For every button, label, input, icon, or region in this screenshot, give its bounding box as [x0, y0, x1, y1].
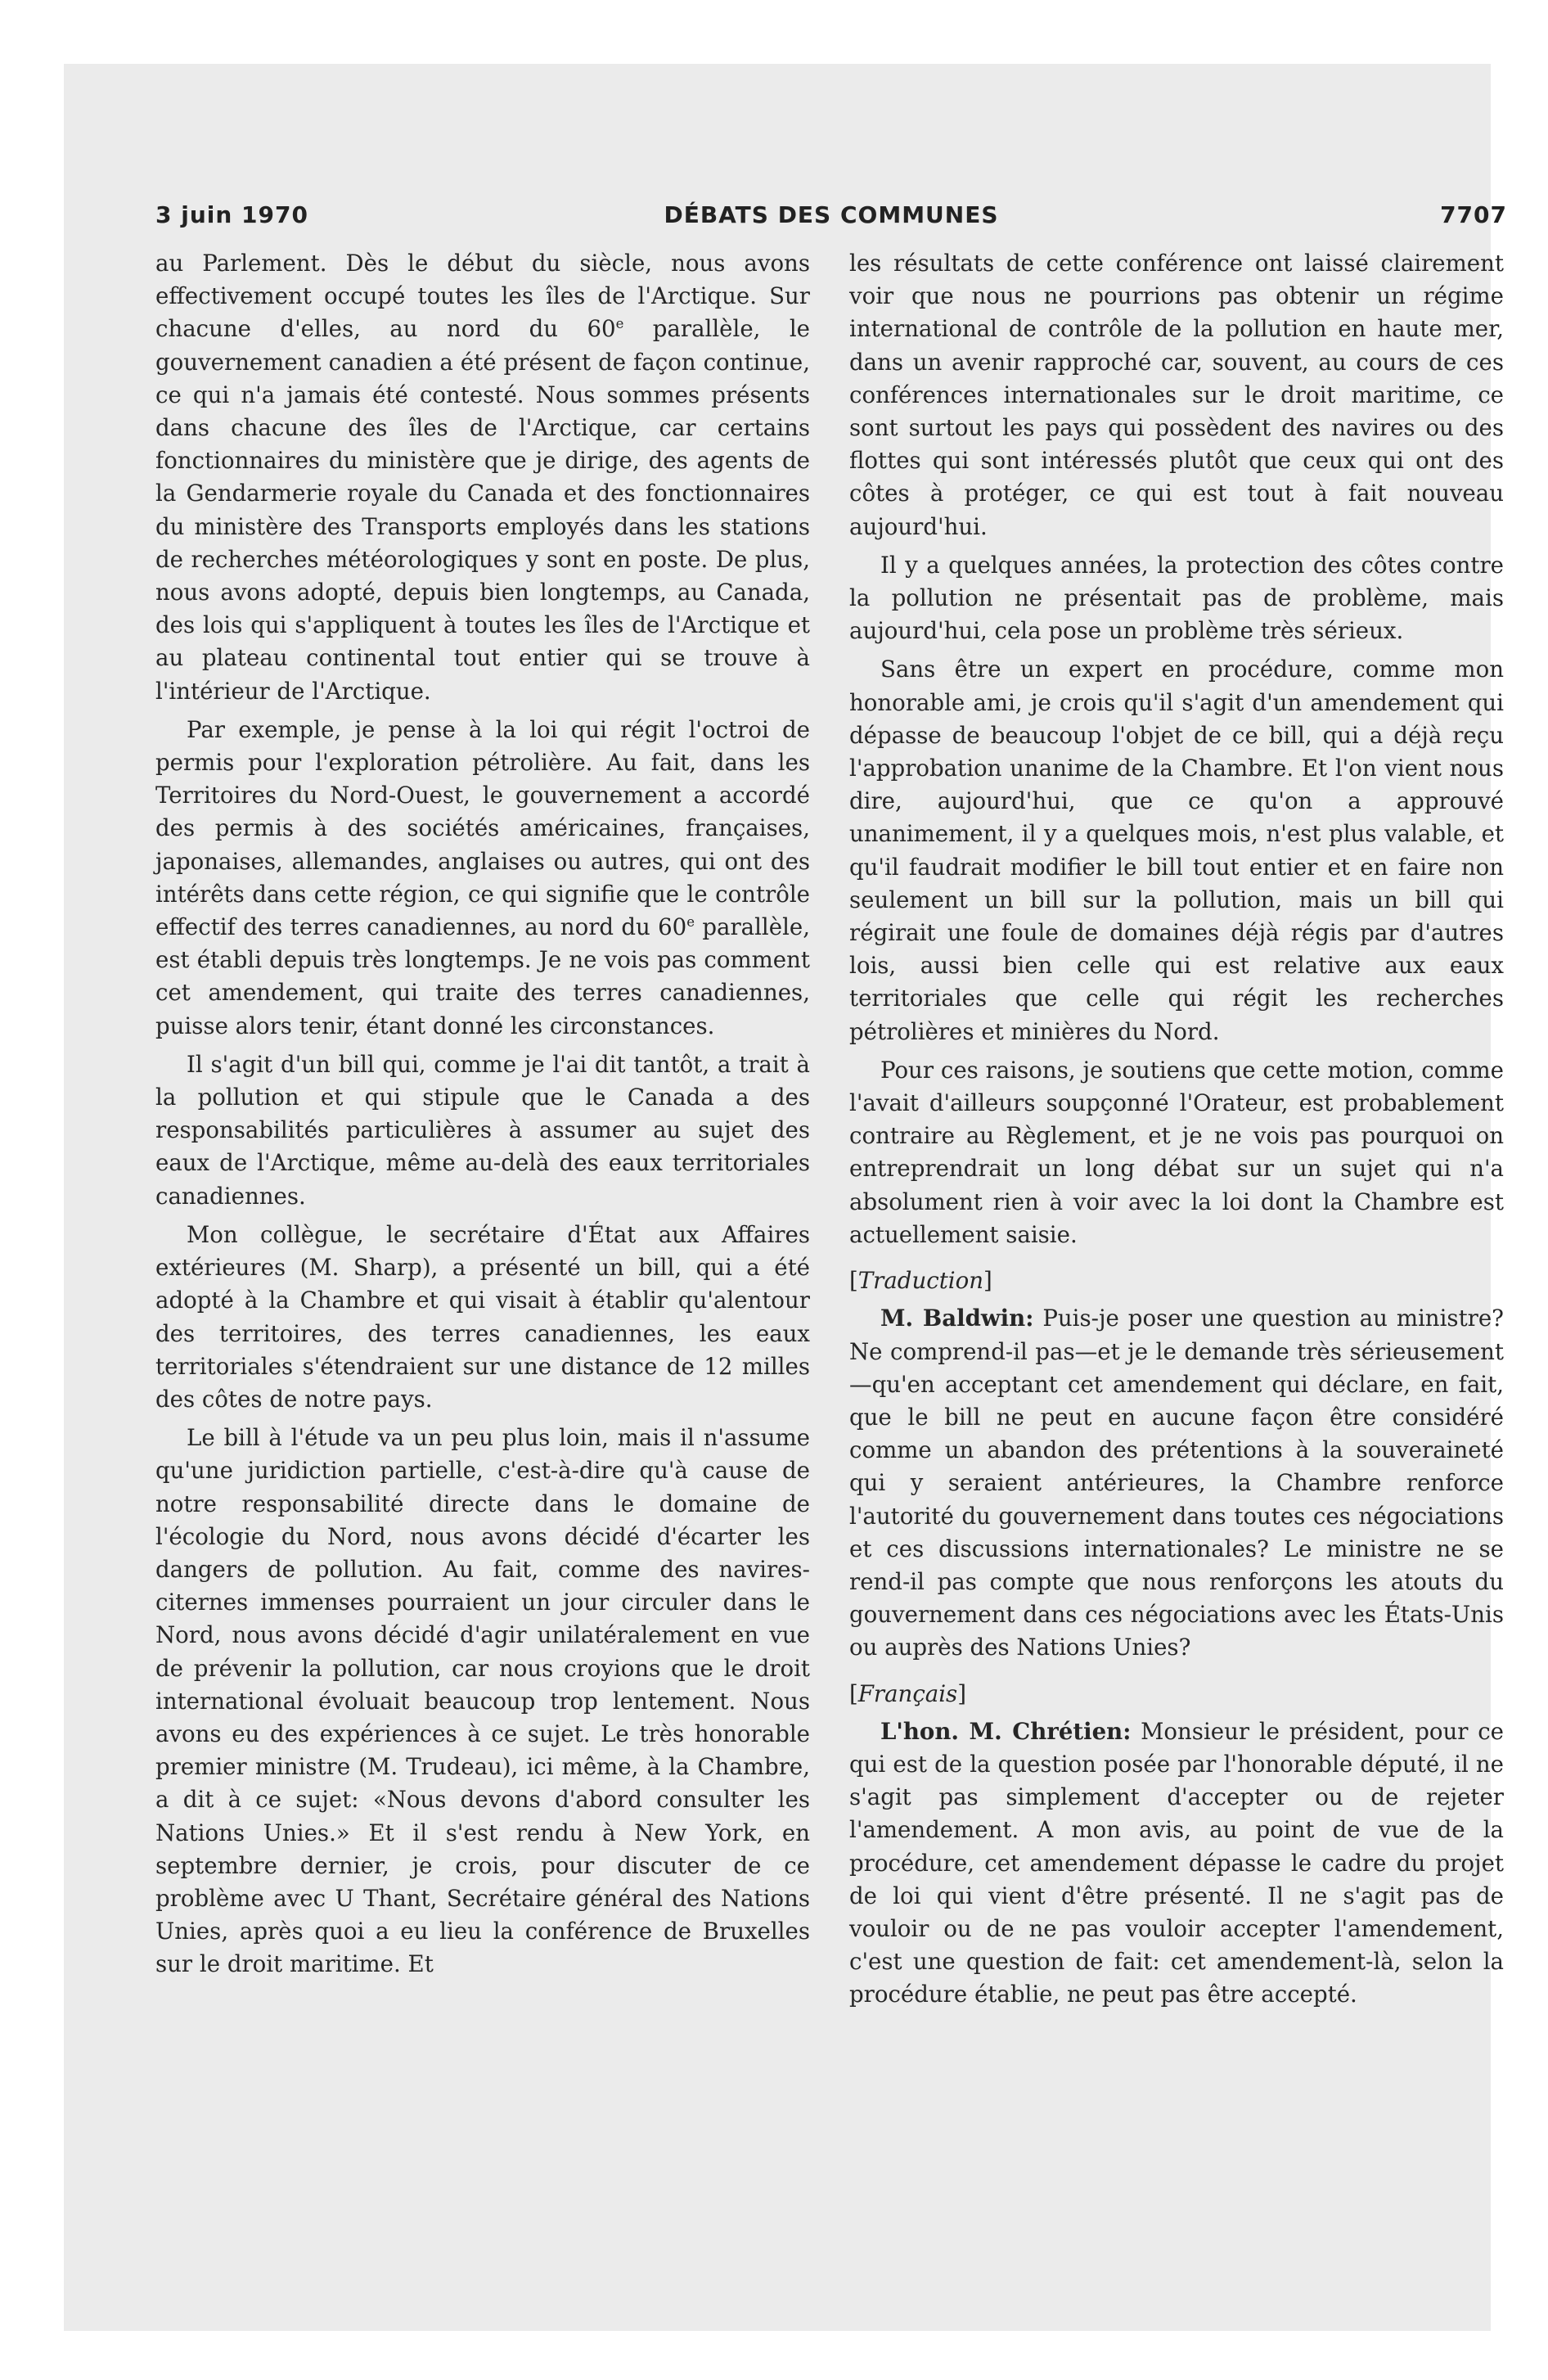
paragraph: les résultats de cette conférence ont laissé clairement voir que nous ne pourrions pas obtenir un régime international de contrôle de la pollution en haute mer, dans un avenir rapproché car, souvent, au cours de ces conférences internationales sur le droit maritime, ce sont surtout les pays qui possèdent des navires ou des flottes qui sont intéressés plutôt que ceux qui ont des côtes à protéger, ce qui est tout à fait nouveau aujourd'hui.	[849, 250, 1504, 540]
language-tag: [Français]	[849, 1679, 966, 1707]
paragraph: Pour ces raisons, je soutiens que cette motion, comme l'avait d'ailleurs soupçonné l'Orateur, est probablement contraire au Règlement, et je ne vois pas pourquoi on entreprendrait un long débat sur un sujet qui n'a absolument rien à voir avec la loi dont la Chambre est actuellement saisie.	[849, 1056, 1504, 1248]
paragraph: Il s'agit d'un bill qui, comme je l'ai dit tantôt, a trait à la pollution et qui stipule que le Canada a des responsabilités particulières à assumer au sujet des eaux de l'Arctique, même au-delà des eaux territoriales canadiennes.	[155, 1050, 810, 1210]
paragraph: Mon collègue, le secrétaire d'État aux Affaires extérieures (M. Sharp), a présenté un bill, qui a été adopté à la Chambre et qui visait à établir qu'alentour des territoires, des terres canadiennes, les eaux territoriales s'étendraient sur une distance de 12 milles des côtes de notre pays.	[155, 1220, 810, 1413]
translation-tag-label: Traduction	[857, 1267, 983, 1295]
speech-text: Puis-je poser une question au ministre? Ne comprend-il pas—et je le demande très sérieusement—qu'en acceptant cet amendement qui déclare, en fait, que le bill ne peut en aucune façon être considéré comme un abandon des prétentions à la souveraineté qui y seraient antérieures, la Chambre renforce l'autorité du gouvernement dans toutes ces négociations et ces discussions internationales? Le ministre ne se rend-il pas compte que nous renforçons les atouts du gouvernement dans ces négociations avec les États-Unis ou auprès des Nations Unies?	[849, 1305, 1504, 1661]
paragraph: Par exemple, je pense à la loi qui régit l'octroi de permis pour l'exploration pétrolière. Au fait, dans les Territoires du Nord-Ouest, le gouvernement a accordé des permis à des sociétés américaines, françaises, japonaises, allemandes, anglaises ou autres, qui ont des intérêts dans cette région, ce qui signifie que le contrôle effectif des terres canadiennes, au nord du 60e parallèle, est établi depuis très longtemps. Je ne vois pas comment cet amendement, qui traite des terres canadiennes, puisse alors tenir, étant donné les circonstances.	[155, 715, 811, 1039]
translation-tag: [Traduction]	[849, 1267, 992, 1295]
speech-paragraph	[849, 1715, 1504, 2012]
speaker-name: L'hon. M. Chrétien:	[880, 1717, 1132, 1745]
language-tag-label: Français	[857, 1679, 958, 1707]
speech-text: Monsieur le président, pour ce qui est de la question posée par l'honorable député, il ne s'agit pas simplement d'accepter ou de rejeter l'amendement. A mon avis, au point de vue de la procédure, cet amendement dépasse le cadre du projet de loi qui vient d'être présenté. Il ne s'agit pas de vouloir ou de ne pas vouloir accepter l'amendement, c'est une question de fait: cet amendement-là, selon la procédure établie, ne peut pas être accepté.	[849, 1717, 1504, 2008]
right-column	[849, 247, 1504, 2017]
header-title: DÉBATS DES COMMUNES	[664, 201, 999, 228]
paragraph: au Parlement. Dès le début du siècle, nous avons effectivement occupé toutes les îles de l'Arctique. Sur chacune d'elles, au nord du 60e parallèle, le gouvernement canadien a été présent de façon continue, ce qui n'a jamais été contesté. Nous sommes présents dans chacune des îles de l'Arctique, car certains fonctionnaires du ministère que je dirige, des agents de la Gendarmerie royale du Canada et des fonctionnaires du ministère des Transports employés dans les stations de recherches météorologiques y sont en poste. De plus, nous avons adopté, depuis bien longtemps, au Canada, des lois qui s'appliquent à toutes les îles de l'Arctique et au plateau continental tout entier qui se trouve à l'intérieur de l'Arctique.	[155, 250, 810, 705]
hansard-page	[155, 201, 1507, 2166]
running-header	[155, 201, 1507, 236]
left-column	[155, 247, 810, 1987]
speaker-name: M. Baldwin:	[880, 1305, 1034, 1332]
paragraph: Le bill à l'étude va un peu plus loin, mais il n'assume qu'une juridiction partielle, c'est-à-dire qu'à cause de notre responsabilité directe dans le domaine de l'écologie du Nord, nous avons décidé d'écarter les dangers de pollution. Au fait, comme des navires-citernes immenses pourraient un jour circuler dans le Nord, nous avons décidé d'agir unilatéralement en vue de prévenir la pollution, car nous croyions que le droit international évoluait beaucoup trop lentement. Nous avons eu des expériences à ce sujet. Le très honorable premier ministre (M. Trudeau), ici même, à la Chambre, a dit à ce sujet: «Nous devons d'abord consulter les Nations Unies.» Et il s'est rendu à New York, en septembre dernier, je crois, pour discuter de ce problème avec U Thant, Secrétaire général des Nations Unies, après quoi a eu lieu la conférence de Bruxelles sur le droit maritime. Et	[155, 1424, 810, 1978]
paragraph: Sans être un expert en procédure, comme mon honorable ami, je crois qu'il s'agit d'un amendement qui dépasse de beaucoup l'objet de ce bill, qui a déjà reçu l'approbation unanime de la Chambre. Et l'on vient nous dire, aujourd'hui, que ce qu'on a approuvé unanimement, il y a quelques mois, n'est plus valable, et qu'il faudrait modifier le bill tout entier et en faire non seulement un bill sur la pollution, mais un bill qui régirait une foule de domaines déjà régis par d'autres lois, aussi bien celle qui est relative aux eaux territoriales que celle qui régit les recherches pétrolières et minières du Nord.	[849, 656, 1504, 1045]
speech-paragraph	[849, 1302, 1504, 1664]
scanned-page-background	[64, 64, 1507, 2331]
paragraph: Il y a quelques années, la protection des côtes contre la pollution ne présentait pas de problème, mais aujourd'hui, cela pose un problème très sérieux.	[849, 551, 1504, 645]
page-number: 7707	[1440, 201, 1507, 228]
header-date: 3 juin 1970	[155, 201, 308, 228]
